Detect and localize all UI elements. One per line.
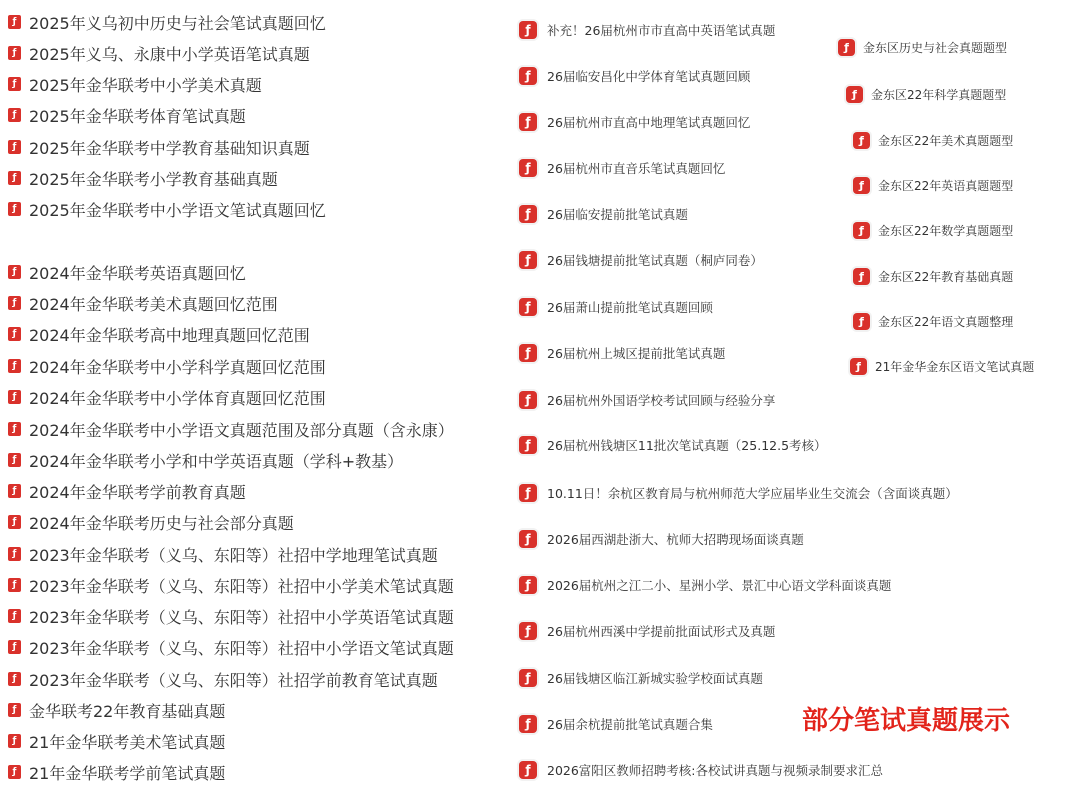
file-name: 2026届杭州之江二小、星洲小学、景汇中心语文学科面谈真题	[547, 578, 892, 593]
file-list-item[interactable]	[8, 134, 310, 160]
file-list-item[interactable]	[519, 757, 883, 783]
file-name: 26届杭州市直高中地理笔试真题回忆	[547, 115, 751, 130]
file-name: 2025年金华联考小学教育基础真题	[29, 169, 278, 189]
pdf-file-icon: ƒ	[853, 177, 870, 194]
pdf-file-icon: ƒ	[519, 576, 537, 594]
file-name: 2023年金华联考（义乌、东阳等）社招中小学语文笔试真题	[29, 638, 454, 658]
file-name: 2026富阳区教师招聘考核:各校试讲真题与视频录制要求汇总	[547, 763, 884, 778]
file-list-item[interactable]	[519, 294, 713, 320]
pdf-file-icon: ƒ	[8, 734, 21, 748]
file-name: 2024年金华联考中小学科学真题回忆范围	[29, 357, 326, 377]
pdf-file-icon: ƒ	[8, 296, 21, 310]
pdf-file-icon: ƒ	[8, 327, 21, 341]
file-list-item[interactable]	[8, 666, 438, 692]
pdf-file-icon: ƒ	[519, 622, 537, 640]
pdf-file-icon: ƒ	[8, 46, 21, 60]
pdf-file-icon: ƒ	[850, 358, 867, 375]
file-name: 2024年金华联考学前教育真题	[29, 482, 246, 502]
pdf-file-icon: ƒ	[8, 640, 21, 654]
file-list-item[interactable]	[838, 35, 1007, 59]
file-list-item[interactable]	[853, 218, 1013, 242]
file-name: 2024年金华联考英语真题回忆	[29, 263, 246, 283]
pdf-file-icon: ƒ	[519, 21, 537, 39]
file-list-item[interactable]	[519, 63, 750, 89]
file-list-item[interactable]	[8, 634, 454, 660]
file-name: 26届萧山提前批笔试真题回顾	[547, 300, 713, 315]
file-list-item[interactable]	[8, 697, 225, 723]
pdf-file-icon: ƒ	[853, 222, 870, 239]
file-name: 2024年金华联考中小学体育真题回忆范围	[29, 388, 326, 408]
file-name: 26届钱塘提前批笔试真题（桐庐同卷）	[547, 253, 763, 268]
pdf-file-icon: ƒ	[8, 359, 21, 373]
pdf-file-icon: ƒ	[519, 298, 537, 316]
pdf-file-icon: ƒ	[8, 171, 21, 185]
pdf-file-icon: ƒ	[8, 265, 21, 279]
pdf-file-icon: ƒ	[519, 205, 537, 223]
pdf-file-icon: ƒ	[519, 251, 537, 269]
file-name: 金华联考22年教育基础真题	[29, 701, 226, 721]
file-list-item[interactable]	[8, 353, 326, 379]
file-list-item[interactable]	[8, 478, 246, 504]
pdf-file-icon: ƒ	[8, 453, 21, 467]
pdf-file-icon: ƒ	[8, 484, 21, 498]
file-name: 26届钱塘区临江新城实验学校面试真题	[547, 671, 763, 686]
file-name: 21年金华金东区语文笔试真题	[875, 359, 1035, 374]
pdf-file-icon: ƒ	[519, 159, 537, 177]
file-list-item[interactable]	[8, 9, 326, 35]
file-name: 金东区22年科学真题题型	[871, 87, 1007, 102]
file-list-item[interactable]	[519, 432, 827, 458]
file-list-item[interactable]	[8, 572, 454, 598]
pdf-file-icon: ƒ	[519, 761, 537, 779]
file-list-item[interactable]	[519, 526, 804, 552]
pdf-file-icon: ƒ	[519, 530, 537, 548]
file-list-item[interactable]	[519, 572, 891, 598]
file-name: 2025年金华联考中学教育基础知识真题	[29, 138, 310, 158]
pdf-file-icon: ƒ	[8, 672, 21, 686]
file-list-item[interactable]	[8, 290, 278, 316]
file-name: 26届杭州外国语学校考试回顾与经验分享	[547, 393, 776, 408]
file-name: 补充！26届杭州市市直高中英语笔试真题	[547, 23, 776, 38]
file-name: 2024年金华联考中小学语文真题范围及部分真题（含永康）	[29, 420, 454, 440]
file-name: 2024年金华联考历史与社会部分真题	[29, 513, 294, 533]
file-name: 2023年金华联考（义乌、东阳等）社招中小学美术笔试真题	[29, 576, 454, 596]
file-name: 2023年金华联考（义乌、东阳等）社招学前教育笔试真题	[29, 670, 438, 690]
file-list-item[interactable]	[8, 603, 454, 629]
pdf-file-icon: ƒ	[519, 669, 537, 687]
file-name: 2024年金华联考高中地理真题回忆范围	[29, 325, 310, 345]
file-list-item[interactable]	[519, 387, 775, 413]
file-name: 2026届西湖赴浙大、杭师大招聘现场面谈真题	[547, 532, 804, 547]
file-list-item[interactable]	[853, 128, 1013, 152]
file-name: 26届杭州钱塘区11批次笔试真题（25.12.5考核）	[547, 438, 827, 453]
pdf-file-icon: ƒ	[519, 715, 537, 733]
pdf-file-icon: ƒ	[8, 108, 21, 122]
file-name: 金东区22年语文真题整理	[878, 314, 1014, 329]
file-name: 26届杭州上城区提前批笔试真题	[547, 346, 726, 361]
pdf-file-icon: ƒ	[8, 515, 21, 529]
pdf-file-icon: ƒ	[8, 765, 21, 779]
pdf-file-icon: ƒ	[846, 86, 863, 103]
file-name: 26届杭州西溪中学提前批面试形式及真题	[547, 624, 776, 639]
pdf-file-icon: ƒ	[8, 77, 21, 91]
pdf-file-icon: ƒ	[8, 140, 21, 154]
file-list-item[interactable]	[846, 82, 1006, 106]
file-list-item[interactable]	[8, 541, 438, 567]
file-list-item[interactable]	[519, 665, 763, 691]
file-name: 金东区22年教育基础真题	[878, 269, 1014, 284]
file-list-item[interactable]	[8, 384, 326, 410]
file-name: 2025年金华联考中小学语文笔试真题回忆	[29, 200, 326, 220]
file-name: 金东区22年英语真题题型	[878, 178, 1014, 193]
pdf-file-icon: ƒ	[8, 15, 21, 29]
file-name: 21年金华联考学前笔试真题	[29, 763, 226, 783]
pdf-file-icon: ƒ	[8, 578, 21, 592]
file-list-item[interactable]	[8, 71, 262, 97]
file-list-item[interactable]	[8, 509, 294, 535]
pdf-file-icon: ƒ	[8, 609, 21, 623]
file-list-item[interactable]	[8, 259, 246, 285]
file-list-item[interactable]	[8, 102, 246, 128]
file-list-item[interactable]	[8, 447, 403, 473]
file-list-item[interactable]	[8, 40, 310, 66]
pdf-file-icon: ƒ	[519, 436, 537, 454]
file-list-item[interactable]	[519, 711, 713, 737]
file-name: 2025年义乌初中历史与社会笔试真题回忆	[29, 13, 326, 33]
file-list-item[interactable]	[519, 618, 775, 644]
showcase-banner: 部分笔试真题展示	[802, 706, 1011, 736]
file-list-item[interactable]	[519, 340, 725, 366]
file-list-item[interactable]	[8, 321, 310, 347]
file-name: 金东区22年数学真题题型	[878, 223, 1014, 238]
file-name: 2024年金华联考小学和中学英语真题（学科+教基）	[29, 451, 404, 471]
file-name: 2025年义乌、永康中小学英语笔试真题	[29, 44, 310, 64]
file-name: 金东区历史与社会真题题型	[863, 40, 1008, 55]
pdf-file-icon: ƒ	[853, 268, 870, 285]
pdf-file-icon: ƒ	[519, 484, 537, 502]
pdf-file-icon: ƒ	[8, 703, 21, 717]
file-list-item[interactable]	[519, 155, 725, 181]
file-list-item[interactable]	[8, 759, 225, 785]
file-name: 26届杭州市直音乐笔试真题回忆	[547, 161, 726, 176]
pdf-file-icon: ƒ	[8, 202, 21, 216]
pdf-file-icon: ƒ	[853, 313, 870, 330]
file-list-item[interactable]	[519, 247, 763, 273]
file-name: 26届临安昌化中学体育笔试真题回顾	[547, 69, 751, 84]
file-list-item[interactable]	[853, 173, 1013, 197]
file-name: 10.11日！余杭区教育局与杭州师范大学应届毕业生交流会（含面谈真题）	[547, 486, 958, 501]
file-list-item[interactable]	[853, 309, 1013, 333]
file-list-item[interactable]	[8, 165, 278, 191]
pdf-file-icon: ƒ	[519, 344, 537, 362]
pdf-file-icon: ƒ	[8, 547, 21, 561]
file-name: 2023年金华联考（义乌、东阳等）社招中小学英语笔试真题	[29, 607, 454, 627]
file-list-item[interactable]	[8, 196, 326, 222]
file-list-item[interactable]	[8, 728, 225, 754]
file-name: 金东区22年美术真题题型	[878, 133, 1014, 148]
file-name: 2023年金华联考（义乌、东阳等）社招中学地理笔试真题	[29, 545, 438, 565]
file-list-item[interactable]	[850, 354, 1034, 378]
file-name: 26届余杭提前批笔试真题合集	[547, 717, 713, 732]
pdf-file-icon: ƒ	[519, 67, 537, 85]
file-list-item[interactable]	[519, 17, 775, 43]
file-list-item[interactable]	[8, 416, 454, 442]
pdf-file-icon: ƒ	[838, 39, 855, 56]
pdf-file-icon: ƒ	[8, 390, 21, 404]
pdf-file-icon: ƒ	[8, 422, 21, 436]
file-name: 21年金华联考美术笔试真题	[29, 732, 226, 752]
file-name: 2025年金华联考体育笔试真题	[29, 106, 246, 126]
file-name: 2025年金华联考中小学美术真题	[29, 75, 262, 95]
file-list-item[interactable]	[519, 480, 958, 506]
file-name: 26届临安提前批笔试真题	[547, 207, 688, 222]
pdf-file-icon: ƒ	[519, 113, 537, 131]
file-name: 2024年金华联考美术真题回忆范围	[29, 294, 278, 314]
file-list-item[interactable]	[853, 264, 1013, 288]
file-list-item[interactable]	[519, 201, 688, 227]
pdf-file-icon: ƒ	[519, 391, 537, 409]
pdf-file-icon: ƒ	[853, 132, 870, 149]
file-list-item[interactable]	[519, 109, 750, 135]
